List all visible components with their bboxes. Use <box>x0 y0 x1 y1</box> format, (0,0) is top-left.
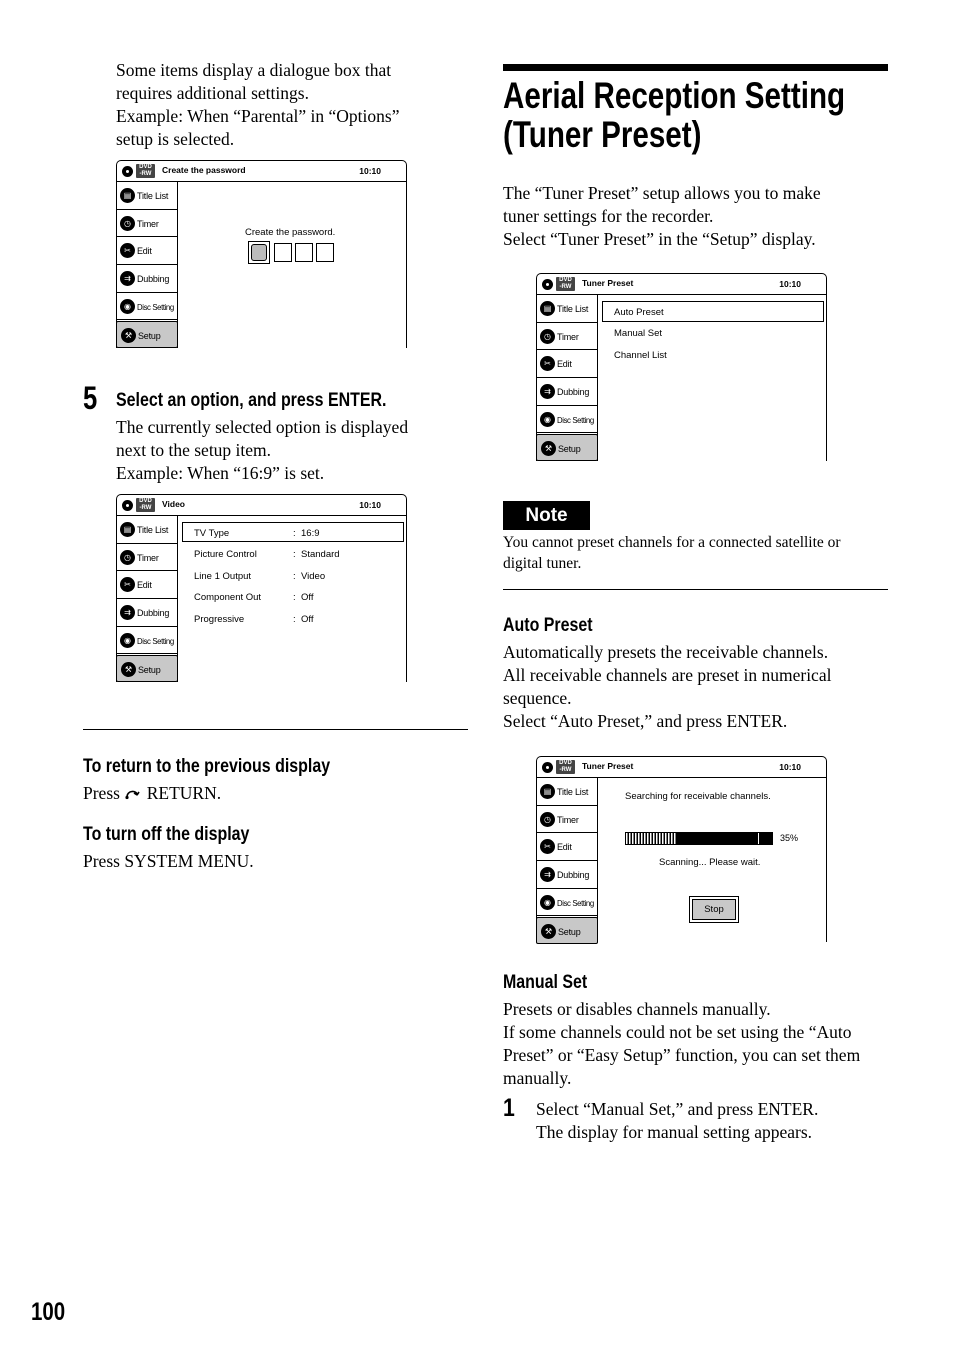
password-digit-box[interactable] <box>274 243 292 262</box>
sidebar-item-title-list[interactable] <box>536 295 598 323</box>
progress-percent: 35% <box>780 833 799 843</box>
dvd-rw-badge: DVD -RW <box>556 760 575 774</box>
password-field[interactable] <box>248 241 335 265</box>
sidebar-item-dubbing[interactable] <box>116 599 178 627</box>
disc-icon <box>542 279 553 290</box>
setup-icon: ⚒ <box>541 441 556 456</box>
screen-clock: 10:10 <box>359 500 381 510</box>
manual-step-text <box>536 1098 896 1144</box>
setting-label[interactable]: Line 1 Output <box>194 571 252 582</box>
setting-value: Video <box>301 571 326 582</box>
sidebar-item-label: Title List <box>137 191 169 201</box>
manual-set-line: Presets or disables channels manually. <box>503 999 771 1019</box>
title-bar <box>503 64 888 71</box>
title-list-icon: ▤ <box>540 784 555 799</box>
sidebar-item-label: Disc Setting <box>557 898 594 908</box>
password-digit-box[interactable] <box>316 243 334 262</box>
screen-header <box>536 273 827 295</box>
setup-icon: ⚒ <box>541 924 556 939</box>
sidebar-item-disc-setting[interactable] <box>116 627 178 655</box>
screen-header <box>116 494 407 516</box>
step-line: next to the setup item. <box>116 440 272 460</box>
note-divider <box>503 589 888 590</box>
intro-line: tuner settings for the recorder. <box>503 206 714 226</box>
step-heading: Select an option, and press ENTER. <box>116 390 387 411</box>
auto-preset-line: All receivable channels are preset in numerical <box>503 665 832 685</box>
setting-colon: : <box>293 592 296 603</box>
page-title-line2: (Tuner Preset) <box>503 114 702 155</box>
edit-icon: ✂ <box>120 243 135 258</box>
manual-step-line: The display for manual setting appears. <box>536 1122 813 1142</box>
auto-preset-heading: Auto Preset <box>503 615 593 636</box>
page-number: 100 <box>31 1298 66 1326</box>
auto-preset-text <box>503 641 893 733</box>
timer-icon: ◷ <box>540 329 555 344</box>
setting-label[interactable]: Progressive <box>194 614 245 625</box>
setting-colon: : <box>293 571 296 582</box>
return-text-post: RETURN. <box>146 783 222 803</box>
screen-title: Create the password <box>162 165 246 175</box>
scan-progress-bar <box>625 832 773 845</box>
step-line: The currently selected option is displayed <box>116 417 409 437</box>
dvd-rw-badge: DVD -RW <box>136 498 155 512</box>
stop-button-label: Stop <box>704 904 724 915</box>
timer-icon: ◷ <box>540 812 555 827</box>
osd-screen-tuner-preset-scan <box>536 756 827 942</box>
setup-icon: ⚒ <box>121 328 136 343</box>
sidebar-item-label: Edit <box>137 580 152 591</box>
step-number: 5 <box>83 380 98 416</box>
sidebar-item-title-list[interactable] <box>116 516 178 544</box>
sidebar-item-label: Dubbing <box>137 608 170 619</box>
turnoff-instruction: Press SYSTEM MENU. <box>83 851 254 871</box>
sidebar-item-label: Title List <box>137 525 169 535</box>
disc-icon <box>122 166 133 177</box>
screen-content <box>178 182 407 348</box>
sidebar-item-timer[interactable] <box>536 323 598 351</box>
return-text-pre: Press <box>83 783 120 803</box>
setup-sidebar <box>536 778 598 942</box>
progress-fill <box>626 833 677 844</box>
scanning-message: Scanning... Please wait. <box>659 857 761 868</box>
setup-sidebar <box>116 516 178 682</box>
screen-title: Tuner Preset <box>582 278 634 288</box>
dubbing-icon: ⇉ <box>540 384 555 399</box>
sidebar-item-label: Edit <box>557 359 572 370</box>
title-list-icon: ▤ <box>540 301 555 316</box>
setup-sidebar <box>116 182 178 348</box>
dvd-rw-badge: DVD -RW <box>556 277 575 291</box>
intro-line: Example: When “Parental” in “Options” <box>116 106 400 126</box>
sidebar-item-edit[interactable] <box>116 237 178 265</box>
manual-step-number: 1 <box>503 1094 515 1122</box>
setting-colon: : <box>293 614 296 625</box>
disc-icon <box>542 762 553 773</box>
note-badge <box>503 501 590 530</box>
sidebar-item-label: Setup <box>558 926 581 937</box>
disc-setting-icon: ◉ <box>120 633 135 648</box>
sidebar-item-label: Title List <box>557 787 589 797</box>
edit-icon: ✂ <box>540 356 555 371</box>
intro-line: The “Tuner Preset” setup allows you to make <box>503 183 821 203</box>
disc-setting-icon: ◉ <box>540 412 555 427</box>
screen-clock: 10:10 <box>779 762 801 772</box>
manual-set-line: Preset” or “Easy Setup” function, you can set them <box>503 1045 861 1065</box>
note-line: digital tuner. <box>503 555 582 572</box>
dubbing-icon: ⇉ <box>120 605 135 620</box>
setting-value: Off <box>301 614 314 625</box>
progress-end-segment <box>758 833 759 844</box>
return-arrow-icon <box>125 783 141 795</box>
sidebar-item-dubbing[interactable] <box>116 265 178 293</box>
intro-line: setup is selected. <box>116 129 235 149</box>
return-instruction <box>83 782 221 805</box>
auto-preset-line: sequence. <box>503 688 572 708</box>
menu-option-channel-list[interactable]: Channel List <box>614 350 667 361</box>
sidebar-item-label: Edit <box>137 246 152 257</box>
sidebar-item-label: Timer <box>137 552 159 563</box>
manual-set-line: If some channels could not be set using the “Auto <box>503 1022 852 1042</box>
screen-content <box>178 516 407 682</box>
note-label: Note <box>525 505 568 526</box>
sidebar-item-label: Disc Setting <box>137 302 174 312</box>
auto-preset-line: Select “Auto Preset,” and press ENTER. <box>503 711 788 731</box>
intro-line: Some items display a dialogue box that <box>116 60 392 80</box>
turnoff-heading: To turn off the display <box>83 824 250 845</box>
setting-value: 16:9 <box>301 528 320 539</box>
note-text <box>503 532 893 574</box>
password-prompt: Create the password. <box>245 227 336 238</box>
note-line: You cannot preset channels for a connected satellite or <box>503 534 841 551</box>
setting-label[interactable]: TV Type <box>194 528 230 539</box>
sidebar-item-disc-setting[interactable] <box>536 889 598 917</box>
sidebar-item-timer[interactable] <box>116 544 178 572</box>
sidebar-item-title-list[interactable] <box>536 778 598 806</box>
dvd-rw-badge: DVD -RW <box>136 164 155 178</box>
timer-icon: ◷ <box>120 550 135 565</box>
setting-colon: : <box>293 549 296 560</box>
screen-title: Tuner Preset <box>582 761 634 771</box>
sidebar-item-label: Setup <box>138 664 161 675</box>
searching-message: Searching for receivable channels. <box>625 791 771 802</box>
sidebar-item-setup[interactable] <box>536 434 598 462</box>
sidebar-item-label: Setup <box>138 330 161 341</box>
screen-clock: 10:10 <box>359 166 381 176</box>
sidebar-item-label: Dubbing <box>557 870 590 881</box>
sidebar-item-label: Disc Setting <box>557 415 594 425</box>
sidebar-item-label: Timer <box>137 218 159 229</box>
menu-option-manual-set[interactable]: Manual Set <box>614 328 663 339</box>
sidebar-item-label: Edit <box>557 842 572 853</box>
manual-set-text <box>503 998 893 1090</box>
sidebar-item-label: Disc Setting <box>137 636 174 646</box>
timer-icon: ◷ <box>120 216 135 231</box>
manual-step-line: Select “Manual Set,” and press ENTER. <box>536 1099 819 1119</box>
auto-preset-line: Automatically presets the receivable channels. <box>503 642 829 662</box>
password-digit-box[interactable] <box>295 243 313 262</box>
sidebar-item-disc-setting[interactable] <box>536 406 598 434</box>
title-list-icon: ▤ <box>120 522 135 537</box>
osd-screen-create-password <box>116 160 407 348</box>
disc-icon <box>122 500 133 511</box>
sidebar-item-label: Title List <box>557 304 589 314</box>
osd-screen-video <box>116 494 407 682</box>
menu-option-auto-preset[interactable]: Auto Preset <box>614 307 664 318</box>
sidebar-item-label: Timer <box>557 814 579 825</box>
screen-header <box>116 160 407 182</box>
sidebar-item-timer[interactable] <box>536 806 598 834</box>
sidebar-item-setup[interactable] <box>116 655 178 683</box>
sidebar-item-disc-setting[interactable] <box>116 293 178 321</box>
screen-content <box>598 778 827 942</box>
tuner-intro <box>503 182 893 251</box>
osd-screen-tuner-preset-menu <box>536 273 827 461</box>
sidebar-item-edit[interactable] <box>536 833 598 861</box>
step-description <box>116 416 466 485</box>
sidebar-item-label: Dubbing <box>557 387 590 398</box>
sidebar-item-dubbing[interactable] <box>536 861 598 889</box>
setup-sidebar <box>536 295 598 461</box>
screen-header <box>536 756 827 778</box>
stop-button[interactable] <box>689 896 739 923</box>
sidebar-item-setup[interactable] <box>536 917 598 945</box>
sidebar-item-label: Dubbing <box>137 274 170 285</box>
setup-icon: ⚒ <box>121 662 136 677</box>
step-line: Example: When “16:9” is set. <box>116 463 325 483</box>
password-digit-box[interactable] <box>248 241 270 264</box>
edit-icon: ✂ <box>120 577 135 592</box>
dubbing-icon: ⇉ <box>540 867 555 882</box>
intro-line: Select “Tuner Preset” in the “Setup” display. <box>503 229 816 249</box>
sidebar-item-label: Setup <box>558 443 581 454</box>
intro-paragraph <box>116 59 466 151</box>
screen-title: Video <box>162 499 185 509</box>
sidebar-item-edit[interactable] <box>536 350 598 378</box>
edit-icon: ✂ <box>540 839 555 854</box>
setting-value: Off <box>301 592 314 603</box>
sidebar-item-dubbing[interactable] <box>536 378 598 406</box>
disc-setting-icon: ◉ <box>540 895 555 910</box>
intro-line: requires additional settings. <box>116 83 309 103</box>
section-divider <box>83 729 468 730</box>
setting-colon: : <box>293 528 296 539</box>
page-title-line1: Aerial Reception Setting <box>503 75 846 116</box>
return-heading: To return to the previous display <box>83 756 331 777</box>
sidebar-item-label: Timer <box>557 331 579 342</box>
sidebar-item-setup[interactable] <box>116 321 178 349</box>
screen-content <box>598 295 827 461</box>
sidebar-item-edit[interactable] <box>116 571 178 599</box>
setting-label[interactable]: Component Out <box>194 592 262 603</box>
disc-setting-icon: ◉ <box>120 299 135 314</box>
manual-set-heading: Manual Set <box>503 972 588 993</box>
setting-value: Standard <box>301 549 340 560</box>
sidebar-item-timer[interactable] <box>116 210 178 238</box>
manual-set-line: manually. <box>503 1068 572 1088</box>
dubbing-icon: ⇉ <box>120 271 135 286</box>
sidebar-item-title-list[interactable] <box>116 182 178 210</box>
setting-label[interactable]: Picture Control <box>194 549 257 560</box>
screen-clock: 10:10 <box>779 279 801 289</box>
title-list-icon: ▤ <box>120 188 135 203</box>
